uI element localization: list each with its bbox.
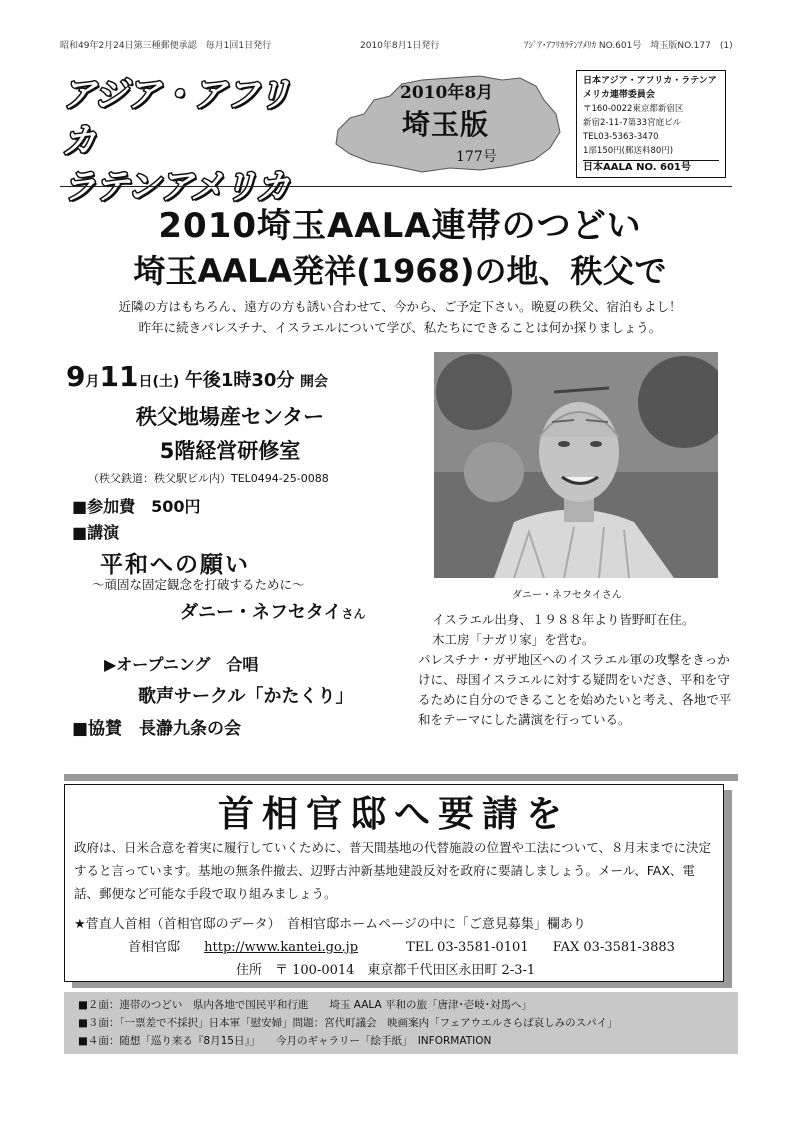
office-tel: TEL 03-3581-0101 (406, 940, 529, 955)
event-venue (70, 400, 390, 468)
speaker-name: ダニー・ネフセタイ (180, 602, 342, 623)
publisher-box (576, 70, 726, 178)
venue-note: （秩父鉄道：秩父駅ビル内）TEL0494-25-0088 (88, 472, 329, 485)
choir-name: 歌声サークル「かたくり」 (138, 686, 354, 707)
speaker-photo (434, 352, 718, 578)
venue-room: 5階経営研修室 (159, 439, 301, 463)
publisher-price: 1部150円(郵送料80円) (583, 146, 674, 156)
publisher-tel: TEL03-5363-3470 (583, 132, 659, 142)
header-issue-info: 昭和49年2月24日第三種郵便承認 毎月1回1日発行 (60, 41, 272, 51)
table-of-contents (64, 992, 738, 1054)
publisher-postal: 〒160-0022東京都新宿区 (583, 104, 684, 114)
speaker-bio (418, 610, 738, 730)
event-open: 開会 (299, 374, 328, 390)
speaker-suffix: さん (341, 607, 366, 621)
request-office-contact (128, 936, 675, 955)
bio-body: パレスチナ・ガザ地区へのイスラエル軍の攻撃をきっかけに、母国イスラエルに対する疑問をいだき、平和を守るために自分のできることを始めたいと考え、各地で平和をテーマにした講演を行っている。 (418, 652, 732, 727)
bio-line-2: 木工房「ナガリ家」を営む。 (432, 632, 595, 647)
header-issue-number: ｱｼﾞｱ･ｱﾌﾘｶﾗﾃﾝｱﾒﾘｶ NO.601号 埼玉版NO.177 (1) (524, 41, 733, 51)
contents-item: ■３面：「一票差で不採択」日本軍「慰安婦」問題：宮代町議会 映画案内「フェアウエルさらば哀しみのスパイ」 (78, 1017, 618, 1029)
request-contact-line: ★菅直人首相（首相官邸のデータ） 首相官邸ホームページの中に「ご意見募集」欄あり (74, 917, 586, 932)
sponsor: ■協賛 長瀞九条の会 (72, 719, 242, 739)
edition-number: 177号 (456, 149, 497, 165)
office-label: 首相官邸 (128, 940, 181, 955)
intro-line-1: 近隣の方はもちろん、遠方の方も誘い合わせて、今から、ご予定下さい。晩夏の秩父、宿泊もよし！ (118, 299, 682, 314)
bio-line-1: イスラエル出身、１９８８年より皆野町在住。 (432, 612, 695, 627)
event-time: 午後1時30分 (184, 370, 295, 391)
event-month: 9 (66, 360, 86, 393)
office-address: 住所 〒 100-0014 東京都千代田区永田町 2-3-1 (236, 963, 536, 978)
venue-name: 秩父地場産センター (135, 405, 325, 429)
section-divider-bar (64, 774, 738, 781)
opening-label: ▶オープニング 合唱 (104, 655, 259, 674)
publisher-org: 日本アジア・アフリカ・ラテンアメリカ連帯委員会 (583, 76, 717, 100)
event-day-unit: 日 (138, 374, 153, 390)
masthead-divider (60, 186, 732, 187)
event-fee: ■参加費 500円 (72, 497, 201, 516)
lecture-speaker (180, 598, 365, 624)
headline-main: 2010埼玉AALA連帯のつどい (158, 206, 642, 246)
photo-caption: ダニー・ネフセタイさん (512, 590, 622, 601)
request-body: 政府は、日米合意を着実に履行していくために、普天間基地の代替施設の位置や工法について、８月末までに決定すると言っています。基地の無条件撤去、辺野古沖新基地建設反対を政府に要請しましょう。メール、FAX、電話、郵便など可能な手段で取り組みましょう。 (74, 840, 712, 901)
publisher-issue: 日本AALA NO. 601号 (583, 160, 719, 175)
edition-date: 2010年8月 (400, 83, 494, 103)
edition-name: 埼玉版 (402, 108, 490, 141)
contents-item: ■４面：随想「巡り来る『8月15日』」 今月のギャラリー「絵手紙」 INFORMATION (78, 1035, 492, 1047)
intro-text (60, 296, 740, 338)
header-date: 2010年8月1日発行 (360, 41, 440, 51)
lecture-subtitle: ～頑固な固定観念を打破するために～ (92, 577, 305, 592)
contents-item: ■２面：連帯のつどい 県内各地で国民平和行進 埼玉 AALA 平和の旅「唐津･壱岐･対馬へ」 (78, 999, 533, 1011)
event-weekday: (土) (152, 374, 180, 390)
lecture-label: ■講演 (72, 523, 120, 542)
event-day: 11 (99, 360, 139, 393)
lecture-title: 平和への願い (100, 551, 250, 578)
publisher-address: 新宿2-11-7第33宮庭ビル (583, 118, 682, 128)
request-title: 首相官邸へ要請を (217, 793, 570, 835)
logo-line-1: アジア・アフリカ (62, 75, 291, 161)
intro-line-2: 昨年に続きパレスチナ、イスラエルについて学び、私たちにできることは何か探りましょう。 (138, 320, 662, 335)
kantei-link[interactable]: http://www.kantei.go.jp (204, 940, 359, 955)
headline-sub: 埼玉AALA発祥(1968)の地、秩父で (133, 252, 667, 290)
office-fax: FAX 03-3581-3883 (552, 940, 675, 955)
logo-line-2: ラテンアメリカ (62, 167, 289, 207)
event-datetime (66, 360, 328, 393)
event-month-unit: 月 (85, 374, 100, 390)
masthead-logo (62, 72, 322, 207)
